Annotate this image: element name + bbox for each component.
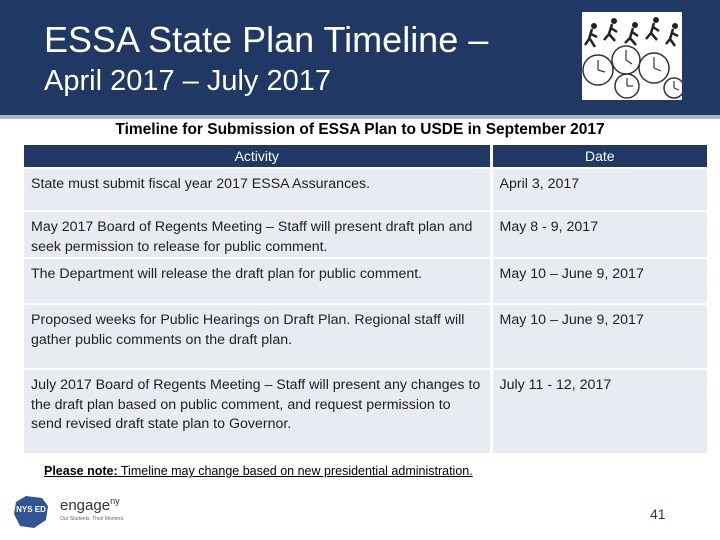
table-row [24,258,707,304]
note-label: Please note: [44,464,118,478]
date-cell: July 11 - 12, 2017 [491,369,707,453]
table-row [24,369,707,453]
page-number: 41 [650,506,666,522]
date-cell: May 10 – June 9, 2017 [491,258,707,304]
engage-ny-logo [60,496,120,514]
date-column-header: Date [491,145,707,168]
table-row [24,211,707,258]
table-header-row [24,145,707,168]
activity-cell: July 2017 Board of Regents Meeting – Staff will present any changes to the draft plan based on public comment, and request permission to send revised draft state plan to Governor. [24,369,491,453]
table-row [24,304,707,369]
running-clocks-image [582,12,682,100]
activity-column-header: Activity [24,145,491,168]
nysed-logo-text: NYS ED [16,505,46,514]
slide-title-dates: April 2017 – July 2017 [44,65,331,97]
timeline-table [24,145,707,453]
footer-logos [12,494,142,530]
nysed-logo [12,494,52,530]
engage-sup: ny [110,496,120,506]
engage-word: engage [60,497,111,514]
activity-cell: May 2017 Board of Regents Meeting – Staff will present draft plan and seek permission to release for public comment. [24,211,491,258]
banner-divider [0,115,720,119]
table-row [24,168,707,211]
timeline-note [44,464,473,478]
date-cell: May 10 – June 9, 2017 [491,304,707,369]
activity-cell: Proposed weeks for Public Hearings on Draft Plan. Regional staff will gather public comments on the draft plan. [24,304,491,369]
slide-title: ESSA State Plan Timeline – [44,19,489,60]
date-cell: May 8 - 9, 2017 [491,211,707,258]
title-banner [0,0,720,115]
note-text: Timeline may change based on new presidential administration. [117,464,473,478]
activity-cell: State must submit fiscal year 2017 ESSA Assurances. [24,168,491,211]
engage-tagline: Our Students. Their Moment. [60,516,125,522]
activity-cell: The Department will release the draft plan for public comment. [24,258,491,304]
date-cell: April 3, 2017 [491,168,707,211]
table-caption: Timeline for Submission of ESSA Plan to USDE in September 2017 [115,121,605,138]
